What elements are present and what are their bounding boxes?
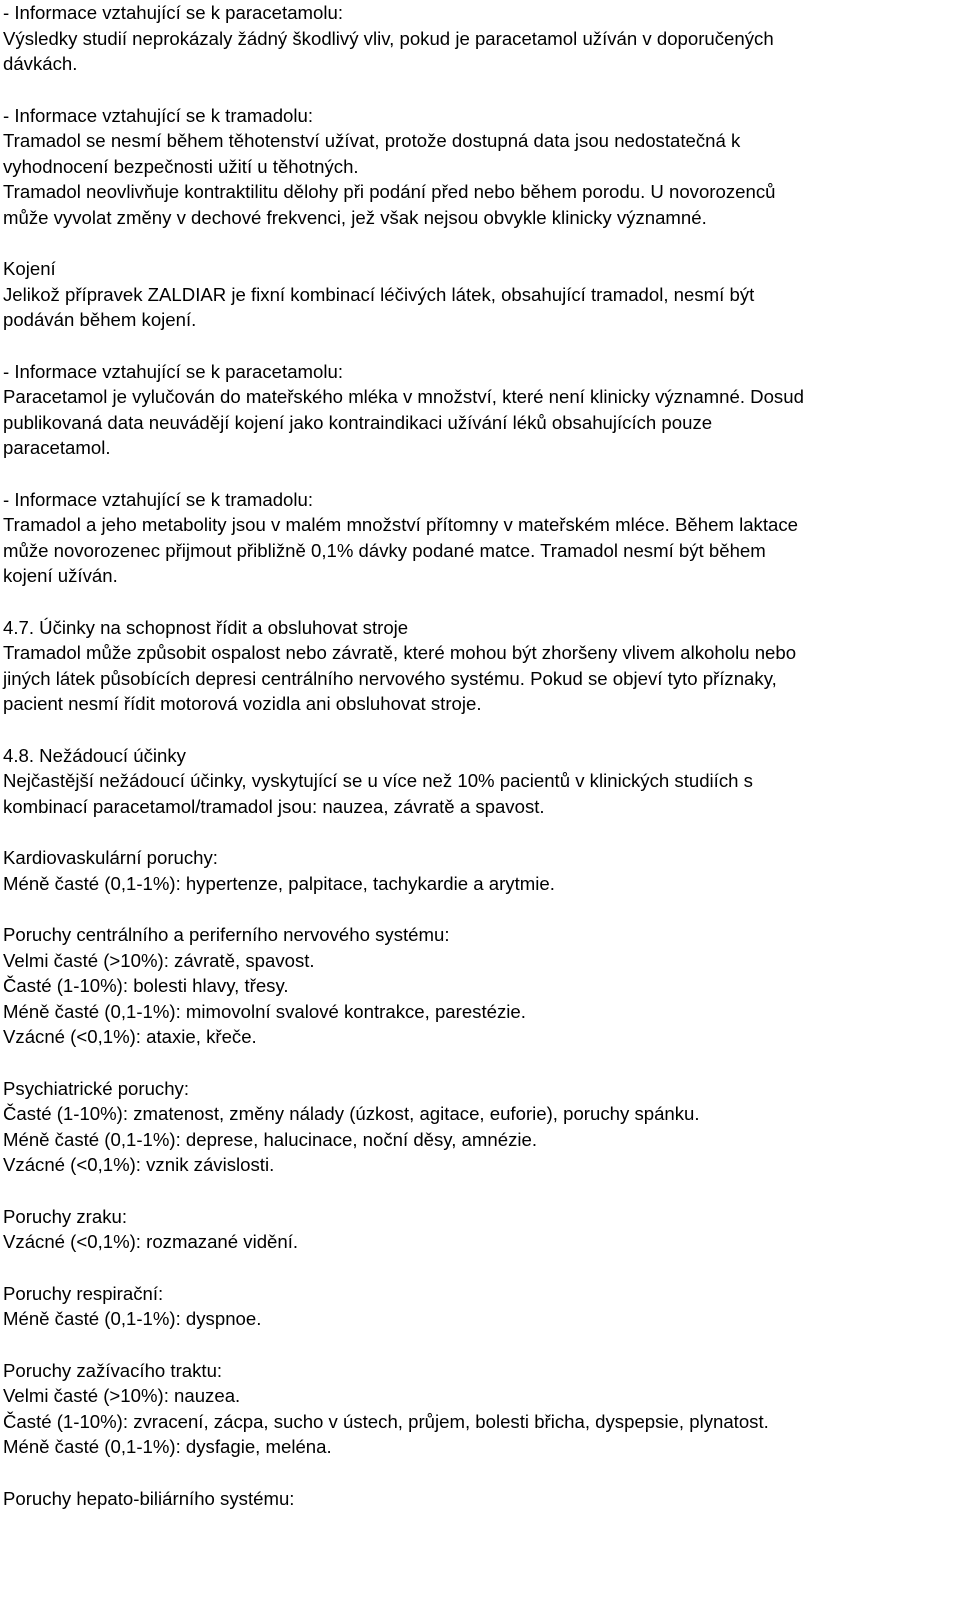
- text-line: Poruchy hepato-biliárního systému:: [3, 1487, 295, 1509]
- text-line: Tramadol může způsobit ospalost nebo závratě, které mohou být zhoršeny vlivem alkoholu nebo: [3, 642, 797, 663]
- paragraph-spacer: [3, 230, 920, 256]
- text-line: paracetamol.: [3, 437, 111, 458]
- paragraph-spacer: [3, 1460, 920, 1486]
- text-line: Poruchy centrálního a periferního nervového systému:: [3, 924, 450, 945]
- text-line: dávkách.: [3, 53, 78, 74]
- text-line: Kardiovaskulární poruchy:: [3, 847, 218, 868]
- text-line: Nejčastější nežádoucí účinky, vyskytující se u více než 10% pacientů v klinických studiích s: [3, 770, 753, 791]
- paragraph-spacer: [3, 1050, 920, 1076]
- paragraph-spacer: [3, 1178, 920, 1204]
- text-line: Jelikož přípravek ZALDIAR je fixní kombinací léčivých látek, obsahující tramadol, nesmí být: [3, 283, 755, 305]
- text-line: Poruchy zažívacího traktu:: [3, 1359, 223, 1381]
- paragraph-spacer: [3, 717, 920, 743]
- text-line: Méně časté (0,1-1%): mimovolní svalové kontrakce, parestézie.: [3, 1000, 526, 1022]
- paragraph: [3, 1204, 920, 1255]
- paragraph: [3, 0, 920, 77]
- paragraph: [3, 1281, 920, 1332]
- paragraph: [3, 1486, 920, 1512]
- text-line: Méně časté (0,1-1%): deprese, halucinace, noční děsy, amnézie.: [3, 1128, 537, 1150]
- text-line: Tramadol a jeho metabolity jsou v malém množství přítomny v mateřském mléce. Během laktace: [3, 514, 799, 535]
- text-line: Časté (1-10%): zmatenost, změny nálady (úzkost, agitace, euforie), poruchy spánku.: [3, 1103, 700, 1124]
- text-line: Poruchy zraku:: [3, 1205, 128, 1227]
- text-line: Vzácné (<0,1%): vznik závislosti.: [3, 1154, 275, 1175]
- text-line: Časté (1-10%): bolesti hlavy, třesy.: [3, 975, 289, 996]
- text-line: - Informace vztahující se k paracetamolu:: [3, 2, 343, 23]
- text-line: Velmi časté (>10%): nauzea.: [3, 1385, 241, 1406]
- paragraph: [3, 1358, 920, 1460]
- text-line: Vzácné (<0,1%): ataxie, křeče.: [3, 1026, 257, 1047]
- text-line: Méně časté (0,1-1%): hypertenze, palpitace, tachykardie a arytmie.: [3, 872, 555, 894]
- text-line: Časté (1-10%): zvracení, zácpa, sucho v ústech, průjem, bolesti břicha, dyspepsie, plynatost.: [3, 1410, 769, 1432]
- text-line: Tramadol neovlivňuje kontraktilitu dělohy při podání před nebo během porodu. U novorozenců: [3, 181, 776, 202]
- paragraph: [3, 922, 920, 1050]
- paragraph: [3, 487, 920, 589]
- paragraph: [3, 845, 920, 896]
- paragraph: [3, 743, 920, 820]
- text-line: kombinací paracetamol/tramadol jsou: nauzea, závratě a spavost.: [3, 795, 545, 817]
- paragraph: [3, 103, 920, 231]
- paragraph: [3, 615, 920, 717]
- paragraph-spacer: [3, 333, 920, 359]
- text-line: - Informace vztahující se k tramadolu:: [3, 104, 314, 126]
- text-line: kojení užíván.: [3, 565, 118, 586]
- paragraph: [3, 359, 920, 461]
- text-line: Méně časté (0,1-1%): dysfagie, meléna.: [3, 1436, 332, 1457]
- paragraph-spacer: [3, 461, 920, 487]
- text-line: jiných látek působících depresi centrálního nervového systému. Pokud se objeví tyto příznaky,: [3, 667, 777, 689]
- text-line: vyhodnocení bezpečnosti užití u těhotných.: [3, 155, 359, 177]
- text-line: může vyvolat změny v dechové frekvenci, jež však nejsou obvykle klinicky významné.: [3, 206, 707, 228]
- text-line: Velmi časté (>10%): závratě, spavost.: [3, 949, 315, 971]
- text-line: podáván během kojení.: [3, 309, 197, 330]
- paragraph-spacer: [3, 77, 920, 103]
- paragraph-spacer: [3, 589, 920, 615]
- text-line: - Informace vztahující se k paracetamolu:: [3, 360, 343, 382]
- text-line: Tramadol se nesmí během těhotenství užívat, protože dostupná data jsou nedostatečná k: [3, 130, 741, 151]
- paragraph-spacer: [3, 1255, 920, 1281]
- text-line: Méně časté (0,1-1%): dyspnoe.: [3, 1308, 262, 1329]
- paragraph-spacer: [3, 1332, 920, 1358]
- text-line: Psychiatrické poruchy:: [3, 1077, 190, 1099]
- text-line: může novorozenec přijmout přibližně 0,1% dávky podané matce. Tramadol nesmí být během: [3, 539, 766, 561]
- text-line: Vzácné (<0,1%): rozmazané vidění.: [3, 1231, 299, 1252]
- text-line: - Informace vztahující se k tramadolu:: [3, 488, 314, 510]
- text-line: 4.7. Účinky na schopnost řídit a obsluhovat stroje: [3, 616, 409, 638]
- text-line: Poruchy respirační:: [3, 1282, 164, 1304]
- paragraph-spacer: [3, 819, 920, 845]
- text-line: Výsledky studií neprokázaly žádný škodlivý vliv, pokud je paracetamol užíván v doporučených: [3, 27, 774, 49]
- text-line: 4.8. Nežádoucí účinky: [3, 744, 186, 766]
- text-line: Kojení: [3, 258, 56, 279]
- text-line: publikovaná data neuvádějí kojení jako kontraindikaci užívání léků obsahujících pouze: [3, 411, 713, 433]
- text-line: pacient nesmí řídit motorová vozidla ani obsluhovat stroje.: [3, 693, 482, 714]
- text-line: Paracetamol je vylučován do mateřského mléka v množství, které není klinicky významné. Dosud: [3, 386, 804, 407]
- paragraph-spacer: [3, 896, 920, 922]
- paragraph: [3, 1076, 920, 1178]
- paragraph: [3, 256, 920, 333]
